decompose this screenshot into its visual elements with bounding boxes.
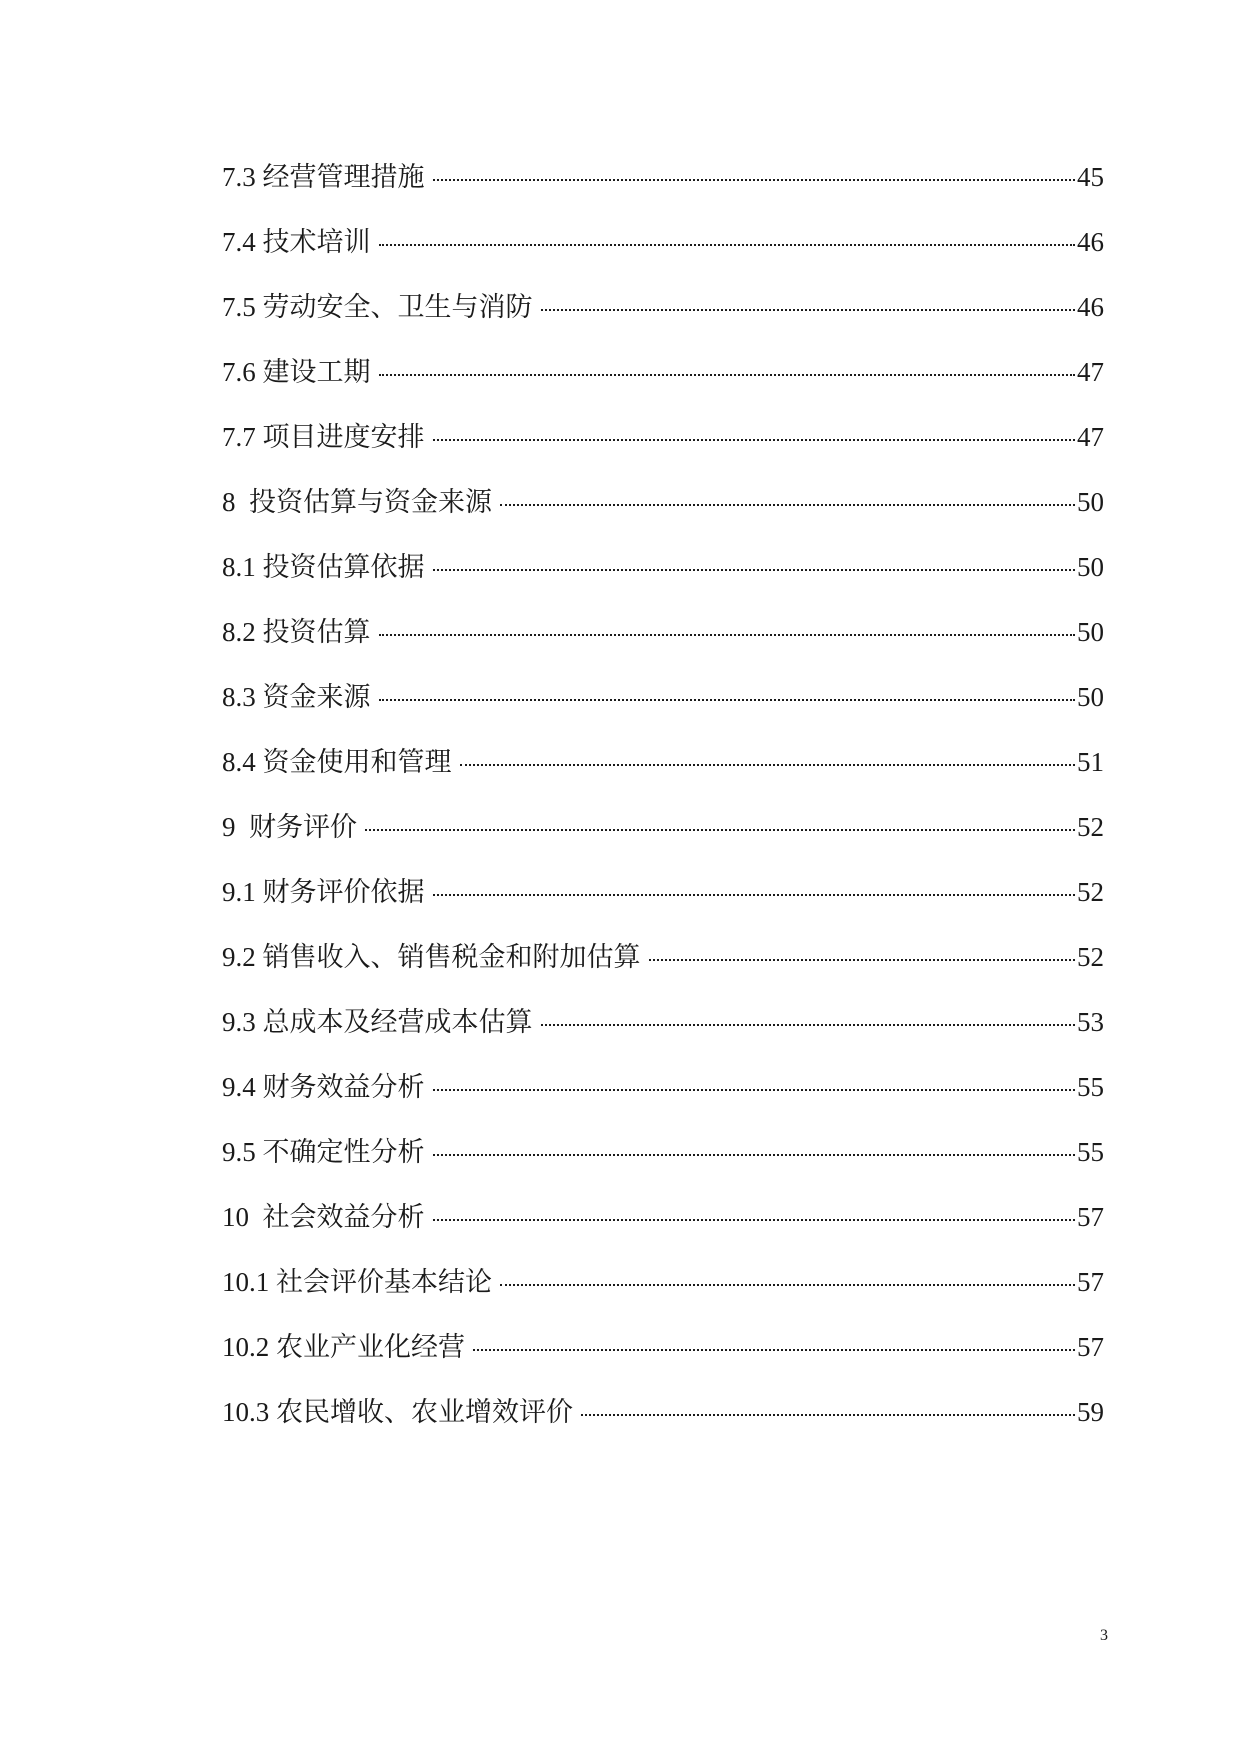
toc-entry[interactable] <box>222 612 1104 677</box>
toc-entry[interactable] <box>222 1197 1104 1262</box>
toc-entry-title: 7.3 经营管理措施 <box>222 162 425 192</box>
toc-entry[interactable] <box>222 547 1104 612</box>
toc-entry[interactable] <box>222 1067 1104 1132</box>
dot-leader <box>379 244 1076 246</box>
toc-entry-title: 9 财务评价 <box>222 812 357 842</box>
toc-entry-title: 7.6 建设工期 <box>222 357 371 387</box>
toc-entry-title: 8.2 投资估算 <box>222 617 371 647</box>
dot-leader <box>433 1089 1076 1091</box>
dot-leader <box>541 1024 1076 1026</box>
toc-entry-title: 10.3 农民增收、农业增效评价 <box>222 1397 573 1427</box>
toc-entry[interactable] <box>222 1132 1104 1197</box>
toc-entry-title: 7.5 劳动安全、卫生与消防 <box>222 292 533 322</box>
toc-entry-title: 9.5 不确定性分析 <box>222 1137 425 1167</box>
toc-entry-title: 9.4 财务效益分析 <box>222 1072 425 1102</box>
toc-entry-page-number: 50 <box>1077 552 1104 582</box>
toc-entry-page-number: 46 <box>1077 292 1104 322</box>
table-of-contents <box>222 157 1104 1457</box>
toc-entry-title: 8.1 投资估算依据 <box>222 552 425 582</box>
toc-entry-page-number: 50 <box>1077 682 1104 712</box>
dot-leader <box>433 179 1076 181</box>
dot-leader <box>581 1414 1075 1416</box>
toc-entry[interactable] <box>222 807 1104 872</box>
toc-entry[interactable] <box>222 1327 1104 1392</box>
toc-entry-page-number: 50 <box>1077 487 1104 517</box>
toc-entry-title: 9.2 销售收入、销售税金和附加估算 <box>222 942 641 972</box>
toc-entry-page-number: 50 <box>1077 617 1104 647</box>
toc-entry-page-number: 57 <box>1077 1267 1104 1297</box>
toc-entry-page-number: 55 <box>1077 1072 1104 1102</box>
toc-entry-title: 7.7 项目进度安排 <box>222 422 425 452</box>
toc-entry-title: 8 投资估算与资金来源 <box>222 487 492 517</box>
dot-leader <box>433 1219 1076 1221</box>
toc-entry[interactable] <box>222 1002 1104 1067</box>
page-number: 3 <box>1100 1627 1108 1644</box>
dot-leader <box>379 374 1076 376</box>
toc-entry-page-number: 46 <box>1077 227 1104 257</box>
toc-entry-title: 9.3 总成本及经营成本估算 <box>222 1007 533 1037</box>
dot-leader <box>460 764 1076 766</box>
toc-entry[interactable] <box>222 417 1104 482</box>
toc-entry-title: 7.4 技术培训 <box>222 227 371 257</box>
toc-entry-title: 10.2 农业产业化经营 <box>222 1332 465 1362</box>
dot-leader <box>365 829 1075 831</box>
toc-entry-page-number: 47 <box>1077 422 1104 452</box>
toc-entry[interactable] <box>222 677 1104 742</box>
toc-entry-page-number: 47 <box>1077 357 1104 387</box>
dot-leader <box>433 1154 1076 1156</box>
dot-leader <box>500 1284 1075 1286</box>
toc-entry[interactable] <box>222 482 1104 547</box>
toc-entry-page-number: 57 <box>1077 1332 1104 1362</box>
toc-entry[interactable] <box>222 742 1104 807</box>
toc-entry-page-number: 53 <box>1077 1007 1104 1037</box>
toc-entry[interactable] <box>222 352 1104 417</box>
toc-entry-page-number: 52 <box>1077 942 1104 972</box>
dot-leader <box>433 439 1076 441</box>
toc-entry[interactable] <box>222 287 1104 352</box>
toc-entry-page-number: 52 <box>1077 812 1104 842</box>
toc-entry[interactable] <box>222 222 1104 287</box>
toc-entry[interactable] <box>222 157 1104 222</box>
toc-entry[interactable] <box>222 1392 1104 1457</box>
toc-entry-title: 8.4 资金使用和管理 <box>222 747 452 777</box>
toc-entry-page-number: 57 <box>1077 1202 1104 1232</box>
dot-leader <box>379 634 1076 636</box>
dot-leader <box>541 309 1076 311</box>
toc-entry[interactable] <box>222 872 1104 937</box>
toc-entry[interactable] <box>222 1262 1104 1327</box>
toc-entry-title: 10.1 社会评价基本结论 <box>222 1267 492 1297</box>
dot-leader <box>649 959 1076 961</box>
dot-leader <box>433 569 1076 571</box>
toc-entry-page-number: 55 <box>1077 1137 1104 1167</box>
dot-leader <box>500 504 1075 506</box>
dot-leader <box>473 1349 1075 1351</box>
toc-entry-title: 10 社会效益分析 <box>222 1202 425 1232</box>
dot-leader <box>433 894 1076 896</box>
toc-entry-page-number: 52 <box>1077 877 1104 907</box>
toc-entry-page-number: 51 <box>1077 747 1104 777</box>
toc-entry-title: 8.3 资金来源 <box>222 682 371 712</box>
toc-entry[interactable] <box>222 937 1104 1002</box>
toc-entry-page-number: 59 <box>1077 1397 1104 1427</box>
dot-leader <box>379 699 1076 701</box>
toc-entry-title: 9.1 财务评价依据 <box>222 877 425 907</box>
toc-entry-page-number: 45 <box>1077 162 1104 192</box>
